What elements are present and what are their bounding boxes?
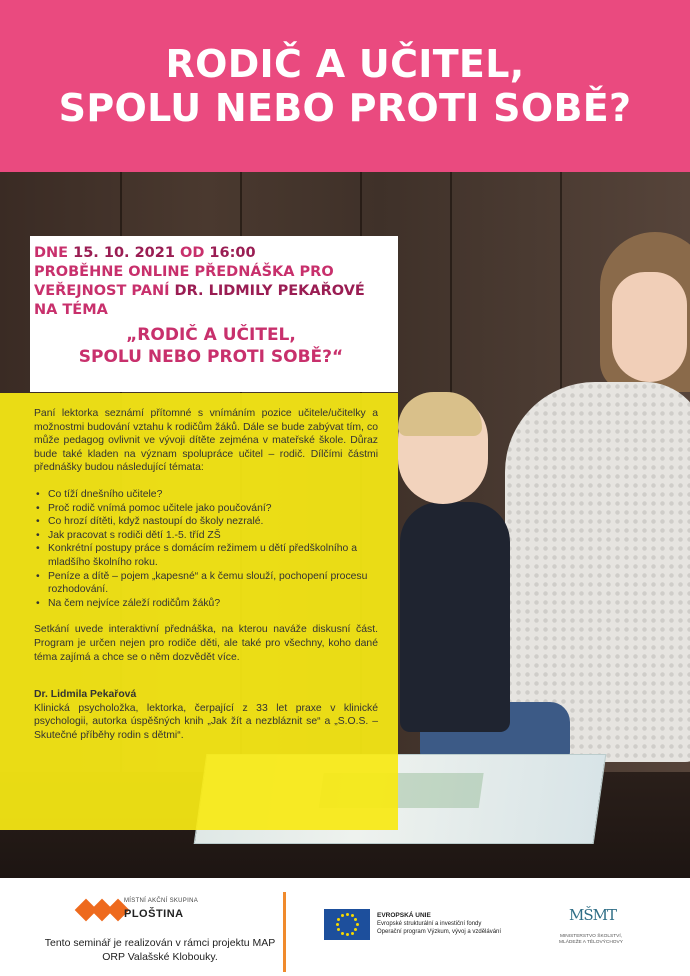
- eu-star-icon: [354, 928, 357, 931]
- event-info-box: [30, 236, 398, 392]
- child-hair: [398, 392, 482, 436]
- eu-star-icon: [341, 932, 344, 935]
- mas-label: MÍSTNÍ AKČNÍ SKUPINA: [124, 898, 199, 904]
- eu-star-icon: [337, 918, 340, 921]
- eu-star-icon: [346, 913, 349, 916]
- msmt-text: MINISTERSTVO ŠKOLSTVÍ, MLÁDEŽE A TĚLOVÝCHOVY: [559, 934, 623, 945]
- msmt-logo: MŠMT: [569, 906, 616, 924]
- footer: [0, 878, 690, 976]
- list-item: • Peníze a dítě – pojem „kapesné“ a k čemu slouží, pochopení procesu rozhodování.: [34, 570, 378, 597]
- eu-line-2: Evropské strukturální a investiční fondy: [377, 921, 482, 927]
- speaker-name: DR. LIDMILY PEKAŘOVÉ: [174, 283, 365, 299]
- footer-note: Tento seminář je realizován v rámci projektu MAP ORP Valašské Klobouky.: [44, 937, 276, 963]
- event-line-4: NA TÉMA: [34, 302, 108, 318]
- eu-text: [377, 912, 501, 936]
- date-prefix: DNE: [34, 245, 74, 261]
- list-item: • Co tíží dnešního učitele?: [34, 488, 378, 502]
- eu-flag-icon: [324, 909, 370, 940]
- child-figure: [400, 502, 510, 732]
- eu-head: EVROPSKÁ UNIE: [377, 912, 431, 919]
- topics-list: [34, 488, 378, 610]
- list-item: • Co hrozí dítěti, když nastoupí do školy nezralé.: [34, 515, 378, 529]
- title-line-2: SPOLU NEBO PROTI SOBĚ?: [58, 86, 632, 130]
- event-line-2: PROBĚHNE ONLINE PŘEDNÁŠKA PRO: [34, 264, 334, 280]
- title-line-1: RODIČ A UČITEL,: [165, 42, 525, 86]
- woman-face: [612, 272, 687, 382]
- list-item: • Proč rodič vnímá pomoc učitele jako poučování?: [34, 502, 378, 516]
- list-item: • Na čem nejvíce záleží rodičům žáků?: [34, 597, 378, 611]
- description-panel: [0, 393, 398, 830]
- time-prefix: OD: [174, 245, 210, 261]
- event-date-line: [34, 244, 398, 263]
- eu-star-icon: [336, 923, 339, 926]
- intro-paragraph: Paní lektorka seznámí přítomné s vnímáním pozice učitele/učitelky a možnostmi budování vztahu k rodičům žáků. Dále se bude zabývat tím, co může pedagog ovlivnit ve vývoji dítěte zejména v mateřské škole. Důraz bude také kladen na význam spolupráce učitel – rodič. Dílčími částmi přednášky budou následující témata:: [34, 408, 378, 474]
- eu-star-icon: [341, 914, 344, 917]
- list-item: • Konkrétní postupy práce s domácím režimem u dětí předškolního a mladšího školního roku.: [34, 542, 378, 569]
- mas-name: PLOŠTINA: [124, 908, 184, 920]
- eu-star-icon: [351, 932, 354, 935]
- poster-title: [59, 42, 632, 130]
- footer-divider: [283, 892, 286, 972]
- author-name: Dr. Lidmila Pekařová: [34, 689, 137, 701]
- eu-star-icon: [356, 923, 359, 926]
- closing-paragraph: Setkání uvede interaktivní přednáška, na kterou naváže diskusní část. Program je určen nejen pro rodiče děti, ale také pro všechny, koho dané téma zajímá a chce se o něm dozvědět více.: [34, 624, 378, 663]
- header-banner: [0, 0, 690, 172]
- event-line-3: [34, 282, 398, 301]
- eu-star-icon: [351, 914, 354, 917]
- list-item: • Jak pracovat s rodiči dětí 1.-5. tříd ZŠ: [34, 529, 378, 543]
- eu-star-icon: [346, 933, 349, 936]
- quote-line-2: SPOLU NEBO PROTI SOBĚ?“: [78, 347, 344, 367]
- author-bio: Klinická psycholožka, lektorka, čerpající z 33 let praxe v klinické psychologii, autorka úspěšných knih „Jak žít a nezbláznit se“ a „S.O.S. – Skutečné příběhy rodin s dětmi“.: [34, 702, 378, 741]
- event-date: 15. 10. 2021: [73, 245, 175, 261]
- event-quote: [34, 324, 398, 368]
- eu-star-icon: [337, 928, 340, 931]
- eu-star-icon: [354, 918, 357, 921]
- event-time: 16:00: [209, 245, 256, 261]
- speaker-prefix: VEŘEJNOST PANÍ: [34, 283, 175, 299]
- quote-line-1: „RODIČ A UČITEL,: [126, 325, 296, 345]
- eu-line-3: Operační program Výzkum, vývoj a vzdělávání: [377, 929, 502, 935]
